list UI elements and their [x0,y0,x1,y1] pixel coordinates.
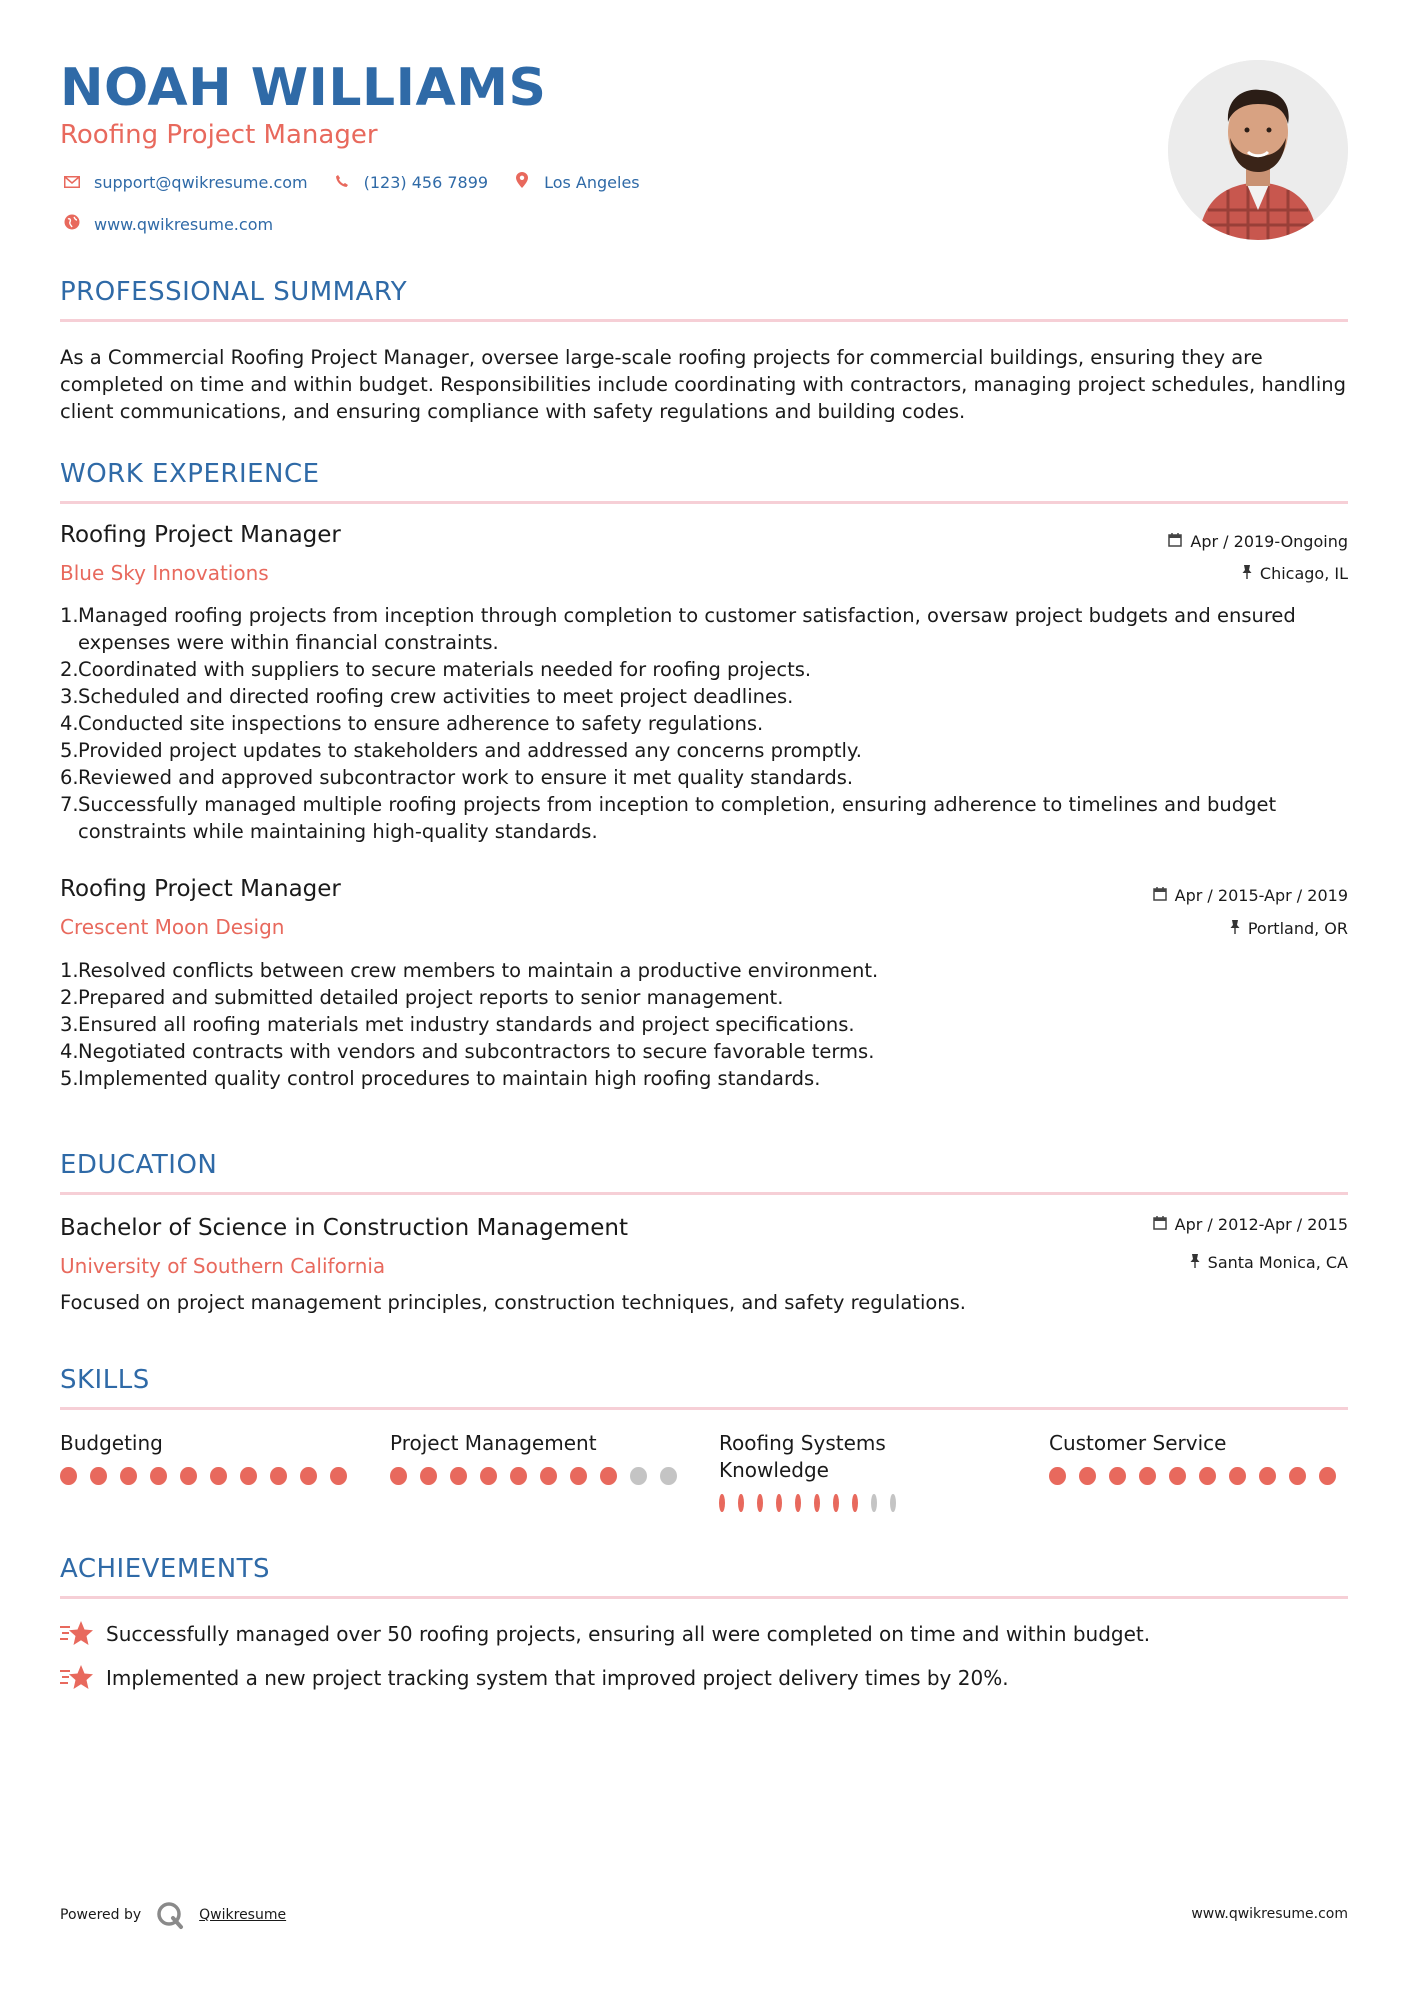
map-pin-icon [510,172,534,192]
rating-dot-filled [210,1467,227,1485]
job-title: Roofing Project Manager [60,876,341,902]
skill-item [60,1430,360,1485]
rating-dot-filled [570,1467,587,1485]
list-item: 5. Implemented quality control procedures to maintain high roofing standards. [60,1067,821,1090]
rating-dot-filled [270,1467,287,1485]
skill-rating [60,1467,360,1485]
qwikresume-logo-icon [155,1900,185,1930]
job-dates [1168,532,1348,551]
calendar-icon [1153,1216,1167,1234]
education-dates-text: Apr / 2012-Apr / 2015 [1174,1215,1348,1234]
list-item: 4. Conducted site inspections to ensure adherence to safety regulations. [60,712,764,735]
phone-text: (123) 456 7899 [363,172,489,192]
skill-item [390,1430,690,1485]
rating-dot-filled [90,1467,107,1485]
contact-email[interactable] [60,173,308,192]
rating-dot-empty [630,1467,647,1485]
rating-dot-filled [300,1467,317,1485]
skill-name: Budgeting [60,1431,163,1455]
skill-name: Project Management [390,1431,597,1455]
rating-dot-filled [390,1467,407,1485]
contact-phone[interactable] [330,173,488,192]
rating-dot-filled [814,1494,820,1512]
footer-url[interactable]: www.qwikresume.com [1191,1906,1348,1922]
section-divider [60,319,1348,322]
rating-dot-filled [795,1494,801,1512]
skill-name: Roofing Systems Knowledge [719,1431,886,1482]
pushpin-icon [1242,565,1252,583]
section-divider [60,1192,1348,1195]
list-item: 2. Prepared and submitted detailed project reports to senior management. [60,986,784,1009]
candidate-name: NOAH WILLIAMS [60,58,547,118]
rating-dot-filled [540,1467,557,1485]
job-location [1230,919,1348,938]
star-icon [60,1619,94,1649]
candidate-title: Roofing Project Manager [60,120,378,150]
job-duties [60,957,1348,1092]
education-location-text: Santa Monica, CA [1207,1253,1348,1272]
degree-title: Bachelor of Science in Construction Management [60,1215,628,1241]
rating-dot-filled [1319,1467,1336,1485]
rating-dot-filled [450,1467,467,1485]
job-location-text: Portland, OR [1247,919,1348,938]
rating-dot-filled [1199,1467,1216,1485]
section-divider [60,1407,1348,1410]
achievement-item [60,1663,1009,1693]
achievement-item [60,1619,1150,1649]
job-company: Crescent Moon Design [60,915,285,939]
rating-dot-filled [719,1494,725,1512]
education-dates [1153,1215,1348,1234]
avatar [1168,60,1348,240]
education-description: Focused on project management principles, construction techniques, and safety regulations. [60,1291,967,1314]
job-dates-text: Apr / 2015-Apr / 2019 [1174,886,1348,905]
phone-icon [330,173,354,192]
section-divider [60,501,1348,504]
rating-dot-filled [1049,1467,1066,1485]
rating-dot-filled [738,1494,744,1512]
skill-rating [719,1494,909,1512]
summary-heading: PROFESSIONAL SUMMARY [60,277,408,307]
experience-heading: WORK EXPERIENCE [60,459,320,489]
skill-item [719,1430,909,1512]
job-company: Blue Sky Innovations [60,561,269,585]
contact-row [60,172,662,192]
rating-dot-empty [871,1494,877,1512]
achievement-text: Successfully managed over 50 roofing projects, ensuring all were completed on time and within budget. [106,1622,1151,1646]
profile-photo [1168,60,1348,240]
skills-heading: SKILLS [60,1365,150,1395]
list-item: 4. Negotiated contracts with vendors and subcontractors to secure favorable terms. [60,1040,875,1063]
rating-dot-filled [180,1467,197,1485]
list-item: 1. Managed roofing projects from inception through completion to customer satisfaction, oversaw project budgets and ensured expenses were within financial constraints. [60,604,1296,654]
pushpin-icon [1230,920,1240,938]
contact-website[interactable] [60,214,273,234]
email-text: support@qwikresume.com [94,172,308,192]
job-duties [60,602,1348,845]
contact-location [510,172,640,192]
education-heading: EDUCATION [60,1150,218,1180]
job-dates-text: Apr / 2019-Ongoing [1190,532,1348,551]
skill-name: Customer Service [1049,1431,1227,1455]
globe-icon [60,214,84,234]
location-text: Los Angeles [544,172,640,192]
list-item: 7. Successfully managed multiple roofing projects from inception to completion, ensuring adherence to timelines and budget constraints while maintaining high-quality standards. [60,793,1277,843]
list-item: 6. Reviewed and approved subcontractor work to ensure it met quality standards. [60,766,854,789]
list-item: 3. Scheduled and directed roofing crew activities to meet project deadlines. [60,685,794,708]
school-name: University of Southern California [60,1254,386,1278]
calendar-icon [1153,887,1167,905]
education-location [1190,1253,1348,1272]
rating-dot-filled [240,1467,257,1485]
achievement-text: Implemented a new project tracking system that improved project delivery times by 20%. [106,1666,1009,1690]
rating-dot-filled [757,1494,763,1512]
list-item: 1. Resolved conflicts between crew members to maintain a productive environment. [60,959,879,982]
rating-dot-empty [660,1467,677,1485]
footer-powered-by [60,1900,286,1930]
contact-row-website [60,214,295,234]
achievements-heading: ACHIEVEMENTS [60,1554,271,1584]
rating-dot-filled [120,1467,137,1485]
rating-dot-filled [1109,1467,1126,1485]
skill-rating [390,1467,690,1485]
rating-dot-filled [1079,1467,1096,1485]
job-dates [1153,886,1348,905]
skill-rating [1049,1467,1349,1485]
rating-dot-empty [890,1494,896,1512]
rating-dot-filled [1289,1467,1306,1485]
job-title: Roofing Project Manager [60,522,341,548]
rating-dot-filled [60,1467,77,1485]
calendar-icon [1168,533,1182,551]
rating-dot-filled [1139,1467,1156,1485]
rating-dot-filled [776,1494,782,1512]
summary-text: As a Commercial Roofing Project Manager, oversee large-scale roofing projects for commercial buildings, ensuring they are completed on time and within budget. Responsibilities include coordinating with contractors, managing project schedules, handling client communications, and ensuring compliance with safety regulations and building codes. [60,346,1346,423]
pushpin-icon [1190,1254,1200,1272]
job-location [1242,564,1348,583]
qwikresume-link[interactable]: Qwikresume [199,1907,287,1923]
powered-by-label: Powered by [60,1907,142,1923]
rating-dot-filled [480,1467,497,1485]
rating-dot-filled [510,1467,527,1485]
skill-item [1049,1430,1349,1485]
section-divider [60,1596,1348,1599]
star-icon [60,1663,94,1693]
rating-dot-filled [420,1467,437,1485]
rating-dot-filled [833,1494,839,1512]
rating-dot-filled [1259,1467,1276,1485]
website-text: www.qwikresume.com [94,214,274,234]
rating-dot-filled [600,1467,617,1485]
envelope-icon [60,173,84,192]
job-location-text: Chicago, IL [1259,564,1348,583]
rating-dot-filled [1169,1467,1186,1485]
list-item: 3. Ensured all roofing materials met industry standards and project specifications. [60,1013,855,1036]
list-item: 5. Provided project updates to stakeholders and addressed any concerns promptly. [60,739,862,762]
rating-dot-filled [852,1494,858,1512]
rating-dot-filled [1229,1467,1246,1485]
rating-dot-filled [150,1467,167,1485]
list-item: 2. Coordinated with suppliers to secure materials needed for roofing projects. [60,658,812,681]
rating-dot-filled [330,1467,347,1485]
